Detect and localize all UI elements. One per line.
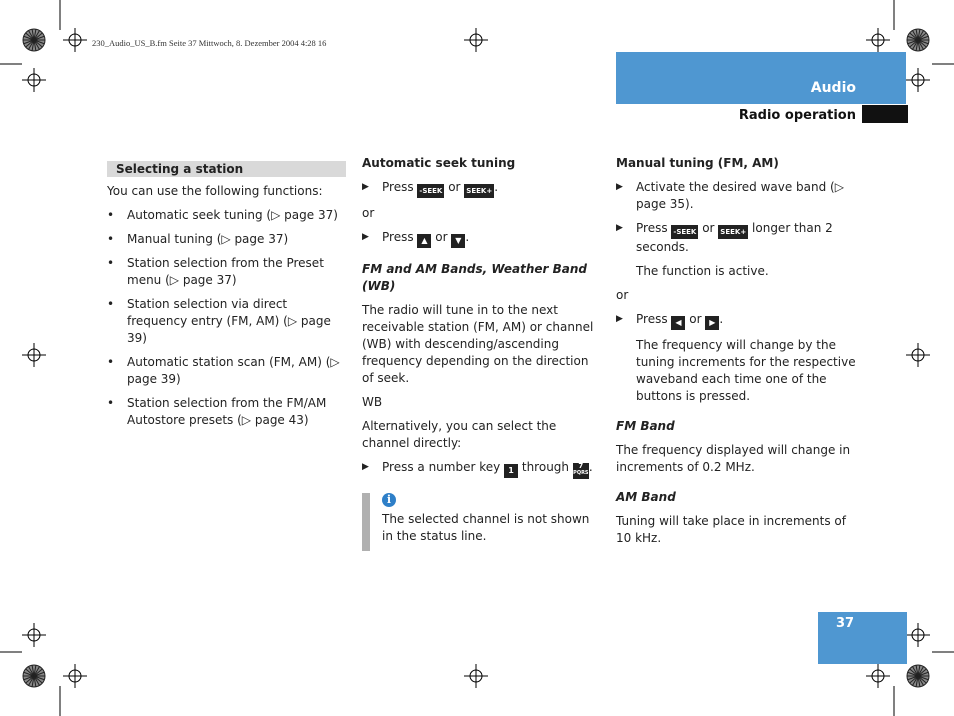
number-key-7: 7 PQRS: [573, 463, 589, 479]
intro-text: You can use the following functions:: [107, 184, 323, 198]
active-text: The function is active.: [636, 264, 769, 278]
section-title: Audio: [810, 80, 856, 96]
bullet-icon: •: [107, 232, 115, 246]
step-arrow-icon: ▶: [616, 314, 623, 324]
color-wheel-icon: [23, 29, 45, 51]
right-column: [616, 155, 856, 554]
note-bar: [362, 493, 370, 551]
registration-target-icon: [22, 343, 46, 367]
registration-target-icon: [22, 623, 46, 647]
bands-subheading: FM and AM Bands, Weather Band (WB): [362, 262, 587, 293]
step-arrow-icon: ▶: [362, 182, 369, 192]
list-item: • Station selection from the FM/AM Autostore presets (▷ page 43): [107, 396, 327, 427]
step-press-arrows: ▶ Press ▲ or ▼ .: [362, 229, 602, 248]
seek-down-key: -SEEK: [671, 225, 698, 239]
list-item: • Automatic station scan (FM, AM) (▷ page 39): [107, 355, 340, 386]
direct-select-text: Alternatively, you can select the channel directly:: [362, 419, 557, 450]
left-key: ◀: [671, 316, 685, 330]
registration-target-icon: [22, 68, 46, 92]
step-arrow-icon: ▶: [362, 232, 369, 242]
registration-target-icon: [464, 28, 488, 52]
seek-description: The radio will tune in to the next receivable station (FM, AM) or channel (WB) with descending/ascending frequency depending on the direction of seek.: [362, 303, 594, 385]
seek-up-key: SEEK+: [718, 225, 748, 239]
seek-down-key: -SEEK: [417, 184, 444, 198]
step-press-left-right: ▶ Press ◀ or ▶ .: [616, 311, 856, 330]
down-key: ▼: [451, 234, 465, 248]
color-wheel-icon: [23, 665, 45, 687]
or-text: or: [616, 288, 629, 302]
thumb-tab: [862, 105, 908, 123]
step-press-seek-long: ▶ Press -SEEK or SEEK+ longer than 2 seconds.: [616, 221, 833, 254]
registration-target-icon: [464, 664, 488, 688]
bullet-icon: •: [107, 256, 115, 270]
step-arrow-icon: ▶: [616, 223, 623, 233]
middle-column: [362, 155, 602, 545]
am-heading: AM Band: [616, 490, 676, 504]
list-item: • Station selection from the Preset menu (▷ page 37): [107, 256, 324, 287]
registration-target-icon: [906, 623, 930, 647]
step-arrow-icon: ▶: [616, 182, 623, 192]
color-wheel-icon: [907, 665, 929, 687]
am-text: Tuning will take place in increments of 10 kHz.: [616, 514, 846, 545]
file-info: 230_Audio_US_B.fm Seite 37 Mittwoch, 8. Dezember 2004 4:28 16: [92, 38, 327, 48]
tuning-detail: The frequency will change by the tuning increments for the respective waveband each time one of the buttons is pressed.: [636, 338, 856, 403]
bullet-icon: •: [107, 297, 115, 311]
up-key: ▲: [417, 234, 431, 248]
registration-target-icon: [63, 28, 87, 52]
seek-heading: Automatic seek tuning: [362, 156, 516, 170]
info-icon: i: [382, 493, 396, 507]
step-number-key: ▶ Press a number key 1 through 7 PQRS .: [362, 459, 602, 479]
registration-target-icon: [866, 664, 890, 688]
fm-text: The frequency displayed will change in increments of 0.2 MHz.: [616, 443, 851, 474]
right-key: ▶: [705, 316, 719, 330]
function-list: [107, 207, 346, 429]
registration-target-icon: [866, 28, 890, 52]
registration-target-icon: [906, 68, 930, 92]
step-activate-band: ▶ Activate the desired wave band (▷ page 35).: [616, 180, 844, 211]
wb-label: WB: [362, 395, 383, 409]
or-text: or: [362, 206, 375, 220]
number-key-1: 1: [504, 464, 518, 478]
fm-heading: FM Band: [616, 419, 675, 433]
info-note: [362, 493, 602, 545]
bullet-icon: •: [107, 396, 115, 410]
list-item: • Automatic seek tuning (▷ page 37): [107, 208, 338, 222]
step-press-seek: ▶ Press -SEEK or SEEK+ .: [362, 179, 602, 198]
color-wheel-icon: [907, 29, 929, 51]
left-column: [107, 161, 346, 436]
registration-target-icon: [63, 664, 87, 688]
list-item: • Manual tuning (▷ page 37): [107, 232, 289, 246]
step-arrow-icon: ▶: [362, 462, 369, 472]
subsection-title: Radio operation: [738, 108, 856, 123]
page-number: 37: [835, 616, 855, 631]
note-text: The selected channel is not shown in the status line.: [382, 512, 590, 543]
seek-up-key: SEEK+: [464, 184, 494, 198]
bullet-icon: •: [107, 355, 115, 369]
bullet-icon: •: [107, 208, 115, 222]
section-heading: Selecting a station: [107, 161, 346, 177]
section-tab: [616, 52, 906, 104]
registration-target-icon: [906, 343, 930, 367]
list-item: • Station selection via direct frequency entry (FM, AM) (▷ page 39): [107, 297, 331, 345]
manual-heading: Manual tuning (FM, AM): [616, 156, 779, 170]
